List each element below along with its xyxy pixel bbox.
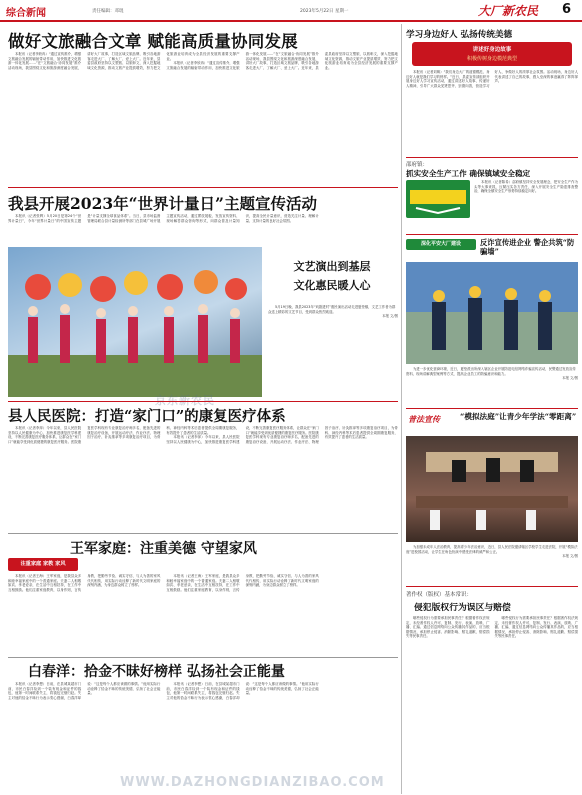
issue-date: 2023年5月22日 星期一 — [300, 9, 349, 14]
article-metrology-body: 本报讯（记者张辉）5月20日是第24个“世界计量日”，今年“世界计量日”的中国宣传主题是“计量支撑全球食品体系”。当日，县市场监督管理局联合县计量检测所等部门在县城广场开展主题宣传活动，通过摆放展板、发放宣传资料、现场解答群众咨询等形式，向群众普及计量知识，提高全民计量意识，营造关注计量、理解计量、支持计量的良好社会氛围。 — [8, 214, 319, 223]
photo-caption: 5月19日晚，我县2023年“戏剧进村”惠民演出活动走进夏垫镇，文艺工作者为群众送上精彩的文艺节目，受到群众热烈欢迎。 本报 文/图 — [268, 305, 398, 319]
headline-safety: 抓实安全生产工作 确保镇域安全稳定 — [406, 169, 531, 178]
photo-mock-court — [406, 436, 578, 542]
headline-metrology-day: 我县开展2023年“世界计量日”主题宣传活动 — [8, 194, 317, 213]
banner-line2: 积极传树身边模范典型 — [466, 56, 517, 62]
headline-family-values: 王军家庭：注重美德 守望家风 — [70, 541, 257, 557]
headline-mock-court: “模拟法庭”让青少年学法“零距离” — [460, 412, 577, 421]
headline-hospital-rehab: 县人民医院：打造“家门口”的康复医疗体系 — [8, 408, 286, 425]
anti-fraud-scene — [406, 262, 578, 364]
article-family-body: 本报讯（记者王海）王军家庭，是我县众多和睦幸福家庭中的一个普通家庭。夫妻二人相敬如宾、孝老爱亲，在生活中互相扶持，在工作中互相鼓励。他们注重家庭教育，以身作则，言传身教，把勤劳节俭、诚实守信、与人为善的家风代代相传，用实际行动诠释了新时代文明家庭的深刻内涵，为身边群众树立了榜样。 本报讯（记者王海）王军家庭，是我县众多和睦幸福家庭中的一个普通家庭。夫妻二人相敬如宾、孝老爱亲，在生活中互相扶持，在工作中互相鼓励。他们注重家庭教育，以身作则，言传身教，把勤劳节俭、诚实守信、与人为善的家风代代相传，用实际行动诠释了新时代文明家庭的深刻内涵，为身边群众树立了榜样。 — [8, 574, 319, 592]
anti-fraud-caption: 为进一步优化营商环境，近日，夏垫派出所深入辖区企业开展防范电信网络诈骗宣传活动，民警通过发放宣传资料、现场讲解典型案例等方式，提高企业员工的防骗意识和能力。 本报 文/图 — [406, 367, 578, 381]
photo-title-box — [266, 258, 398, 293]
article-honest-body: 本报讯（记者李想）日前，在县城某超市门前，市民白春洋捡到一个装有现金和证件的钱包，他第一时间联系失主，将钱包完璧归赵。失主对他的拾金不昧行为表示衷心感谢，白春洋却说：“这是每个人都应该做的事情。”他用实际行动诠释了拾金不昧的传统美德，弘扬了社会正能量。 本报讯（记者李想）日前，在县城某超市门前，市民白春洋捡到一个装有现金和证件的钱包，他第一时间联系失主，将钱包完璧归赵。失主对他的拾金不昧行为表示衷心感谢，白春洋却说：“这是每个人都应该做的事情。”他用实际行动诠释了拾金不昧的传统美德，弘扬了社会正能量。 — [8, 682, 319, 700]
courtroom-scene — [406, 436, 578, 542]
law-kicker: 普法宣传 — [408, 415, 440, 424]
article-copyright-body: 哪些侵权行为需要承担民事责任？根据著作权法规定，未经著作权人许可，复制、发行、表演、放映、广播、汇编、通过信息网络向公众传播其作品的，应当根据情况，承担停止侵害、消除影响、赔礼道歉、赔偿损失等民事责任。 哪些侵权行为需要承担民事责任？根据著作权法规定，未经著作权人许可，复制、发行、表演、放映、广播、汇编、通过信息网络向公众传播其作品的，应当根据情况，承担停止侵害、消除影响、赔礼道歉、赔偿损失等民事责任。 — [406, 616, 578, 639]
article-safety-body: 本报讯（记者陈希）邵府镇坚持安全发展理念，把安全生产作为头等大事来抓，压紧压实各方责任，深入开展安全生产隐患排查整治，确保全镇安全生产形势持续稳定向好。 — [474, 180, 578, 194]
anti-fraud-banner: 深化平安大厂建设 — [406, 239, 476, 250]
photo-title-line1: 文艺演出到基层 — [293, 260, 371, 273]
page-number: 6 — [562, 2, 572, 17]
photo-title-line2: 文化惠民暖人心 — [293, 279, 371, 292]
paper-name: 大厂新农民 — [478, 4, 539, 18]
article-hospital-body: 本报讯（记者李萍）今年以来，县人民医院坚持以人民健康为中心，加快推进康复医学科建设，不断完善康复医疗服务体系，让群众在“家门口”就能享受到优质便捷的康复医疗服务。医院康复医学科现有专业康复治疗师多名，配备先进的康复治疗设备，开展运动疗法、作业疗法、物理因子治疗、针灸推拿等多项康复治疗项目，为骨科、神经内科等术后患者提供全周期康复服务，有效提升了患者的生活质量。 本报讯（记者李萍）今年以来，县人民医院坚持以人民健康为中心，加快推进康复医学科建设，不断完善康复医疗服务体系，让群众在“家门口”就能享受到优质便捷的康复医疗服务。医院康复医学科现有专业康复治疗师多名，配备先进的康复治疗设备，开展运动疗法、作业疗法、物理因子治疗、针灸推拿等多项康复治疗项目，为骨科、神经内科等术后患者提供全周期康复服务，有效提升了患者的生活质量。 — [8, 426, 398, 444]
family-kicker-box — [8, 558, 78, 571]
banner-line1: 讲述好身边故事 — [472, 47, 512, 53]
headline-cultural-tourism: 做好文旅融合文章 赋能高质量协同发展 — [8, 32, 298, 51]
headline-good-people: 学习身边好人 弘扬传统美德 — [406, 30, 513, 40]
section-name: 综合新闻 — [6, 8, 46, 19]
masthead — [0, 0, 582, 22]
article-cultural-tourism-body: 本报讯（记者李欣冉）“通过宣传推介，增强文旅融合发展的辐射带动作用，加快推进文化旅游一体化发展……”在“文旅融合·协同发展”推介活动现场，我县围绕文化和旅游深度融合发展，讲好大厂故事，打造区域文旅品牌，吸引各地游客走进大厂、了解大厂、爱上大厂。近年来，县委县政府坚持以文塑旅、以旅彰文，深入挖掘地域文化资源，推动文旅产业提质增效，努力把文化旅游业培育成为全县经济发展的重要支撑产业。 本报讯（记者李欣冉）“通过宣传推介，增强文旅融合发展的辐射带动作用，加快推进文化旅游一体化发展……”在“文旅融合·协同发展”推介活动现场，我县围绕文化和旅游深度融合发展，讲好大厂故事，打造区域文旅品牌，吸引各地游客走进大厂、了解大厂、爱上大厂。近年来，县委县政府坚持以文塑旅、以旅彰文，深入挖掘地域文化资源，推动文旅产业提质增效，努力把文化旅游业培育成为全县经济发展的重要支撑产业。 — [8, 52, 398, 70]
safety-banner-graphic — [406, 180, 470, 218]
headline-honest-citizen: 白春洋：拾金不昧好榜样 弘扬社会正能量 — [28, 664, 285, 680]
headline-copyright: 侵犯版权行为误区与赔偿 — [414, 603, 511, 613]
article-good-people-body: 本报讯（记者刘嫣）“我们身边大厂的道德模范、身边好人就是我们学习的榜样。”近日，县委宣传部组织开展身边好人学习宣传活动，通过讲述好人故事、传递好人精神，引导广大群众见贤思齐、崇德向善，营造学习好人、争做好人的浓厚社会氛围。活动现场，身边好人代表讲述了自己的故事，感人至深的事迹赢得了阵阵掌声。 — [406, 70, 578, 88]
headline-anti-fraud: 反诈宣传进企业 警企共筑“防骗墙” — [480, 238, 575, 256]
watermark-bottom: WWW.DAZHONGDIANZIBAO.COM — [120, 775, 385, 790]
watermark-center: 京东新农民 — [155, 394, 215, 407]
safety-shield-icon — [406, 180, 470, 218]
editor-line: 责任编辑：邓琨 — [92, 9, 124, 14]
good-people-banner — [412, 42, 572, 66]
family-kicker: 注重家庭 家教 家风 — [20, 561, 66, 567]
safety-label: 邵府镇： — [406, 162, 429, 168]
copyright-label: 著作权（版权）基本常识： — [406, 592, 473, 598]
mock-court-caption: 为加强未成年人法治教育，提高青少年法治意识，近日，县人民法院邀请辖区学校学生走进法院，开展“模拟法庭”进校园活动，让学生在角色扮演中感受法律的威严和公正。 本报 文/图 — [406, 545, 578, 559]
photo-cultural-performance — [8, 247, 262, 397]
performance-illustration — [8, 247, 262, 397]
photo-anti-fraud — [406, 262, 578, 364]
